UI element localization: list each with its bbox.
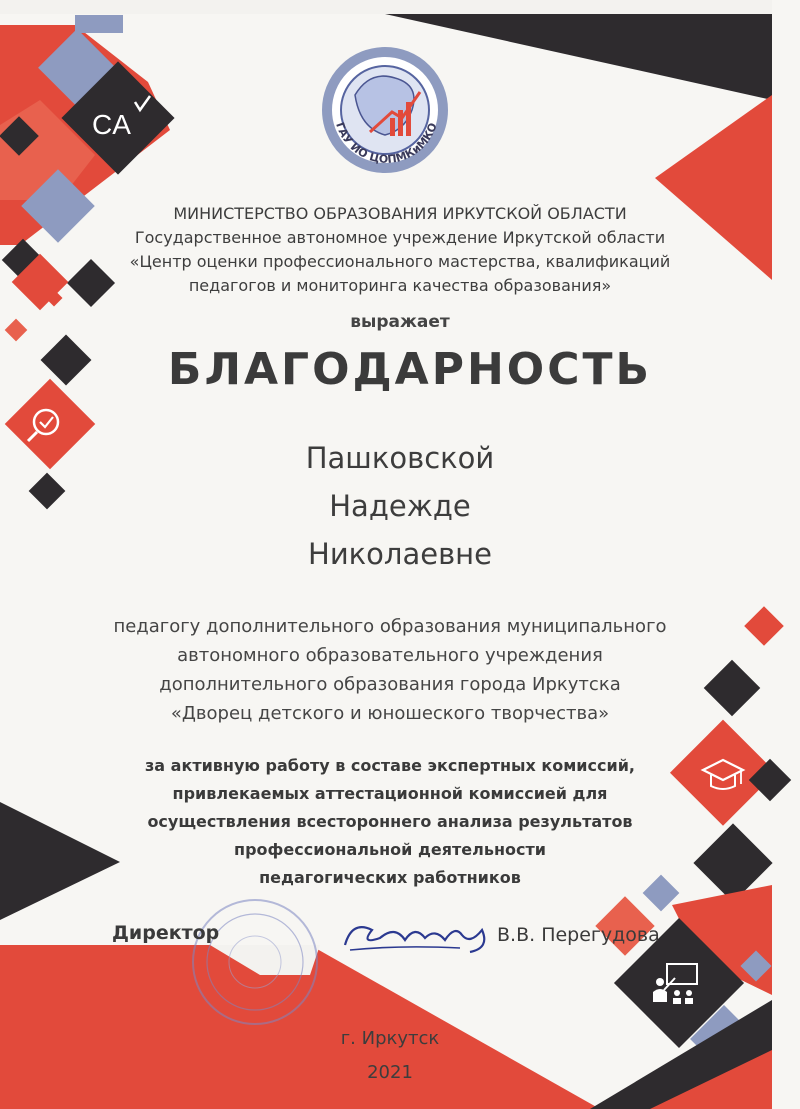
recipient-first-name: Надежде <box>329 489 471 523</box>
ministry-line-2: Государственное автономное учреждение Иркутской области <box>134 228 666 247</box>
director-title: Директор <box>112 922 220 944</box>
signature-handwriting <box>345 927 484 952</box>
reason-line-4: профессиональной деятельности <box>234 840 546 859</box>
award-reason <box>20 752 760 892</box>
expresses-text: выражает <box>350 312 450 332</box>
logo-ring-text: ГАУ ИО ЦОПМКиМКО <box>333 120 440 166</box>
reason-line-3: осуществления всестороннего анализа результатов <box>147 812 633 831</box>
recipient-name <box>0 434 800 578</box>
position-line-1: педагогу дополнительного образования муниципального <box>113 616 667 637</box>
ca-badge-text: CA <box>92 109 131 140</box>
position-line-4: «Дворец детского и юношеского творчества» <box>170 703 610 724</box>
year: 2021 <box>367 1062 413 1083</box>
reason-line-1: за активную работу в составе экспертных комиссий, <box>145 756 635 775</box>
city: г. Иркутск <box>340 1028 440 1049</box>
ministry-header <box>30 202 770 298</box>
ministry-line-3: «Центр оценки профессионального мастерства, квалификаций <box>129 252 671 271</box>
recipient-position <box>20 612 760 728</box>
reason-line-5: педагогических работников <box>259 868 521 887</box>
certificate-title: БЛАГОДАРНОСТЬ <box>167 344 653 395</box>
reason-line-2: привлекаемых аттестационной комиссией для <box>172 784 608 803</box>
ministry-line-1: МИНИСТЕРСТВО ОБРАЗОВАНИЯ ИРКУТСКОЙ ОБЛАСТИ <box>173 204 627 223</box>
position-line-2: автономного образовательного учреждения <box>177 645 603 666</box>
recipient-patronymic: Николаевне <box>308 537 492 571</box>
recipient-surname: Пашковской <box>305 441 495 475</box>
position-line-3: дополнительного образования города Иркутска <box>159 674 621 695</box>
logo-emblem <box>327 52 443 168</box>
ministry-line-4: педагогов и мониторинга качества образования» <box>188 276 612 295</box>
director-name: В.В. Перегудова <box>497 924 660 946</box>
